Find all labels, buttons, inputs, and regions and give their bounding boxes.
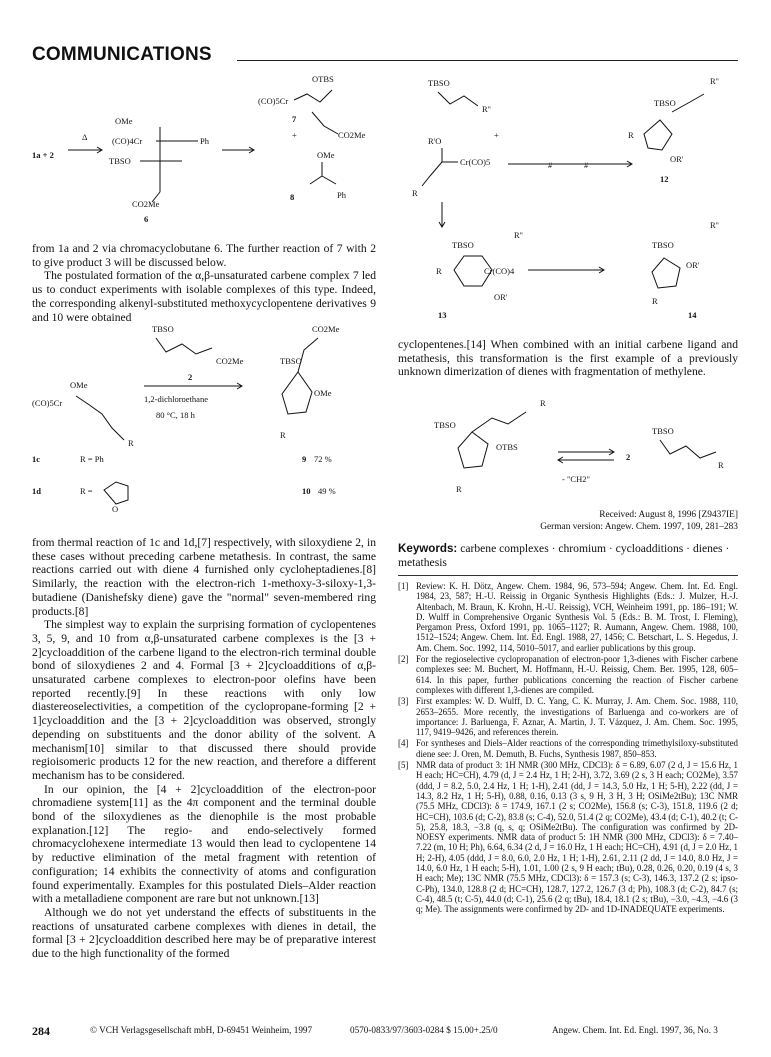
scheme-top-right (398, 72, 738, 322)
svg-text:Cr(CO)5: Cr(CO)5 (460, 157, 491, 167)
paragraph: cyclopentenes.[14] When combined with an initial carbene ligand and metathesis, this transformation is the first example of a previously unknown dimerization of dienes with fragmentation of methylene. (398, 338, 738, 379)
svg-text:(CO)4Cr: (CO)4Cr (112, 136, 143, 146)
page-footer (32, 1025, 738, 1039)
svg-text:TBSO: TBSO (652, 426, 674, 436)
section-title: COMMUNICATIONS (32, 44, 212, 65)
compound-14-label: 14 (688, 310, 697, 320)
references (398, 575, 738, 916)
compound-6-label: 6 (144, 214, 149, 224)
keywords-label: Keywords: (398, 542, 458, 555)
svg-text:R: R (540, 400, 546, 408)
svg-text:OMe: OMe (115, 116, 133, 126)
svg-text:R'': R'' (710, 220, 719, 230)
svg-text:- "CH2": - "CH2" (562, 474, 590, 484)
compound-7-label: 7 (292, 114, 297, 124)
svg-text:R: R (436, 266, 442, 276)
svg-text:R: R (456, 484, 462, 494)
svg-text:TBSO: TBSO (654, 98, 676, 108)
svg-text:+: + (494, 130, 499, 140)
header-rule (237, 60, 738, 61)
svg-text:O: O (112, 504, 119, 512)
paragraph: In our opinion, the [4 + 2]cycloaddition of the electron-poor chromadiene system[11] as the 4π component and the terminal double bond of the siloxydienes as the dienophile is the most probable explanation.[12] The regio- and endo-selectively formed chromacyclohexene intermediate 13 would then lead to cyclopentene 14 by reductive elimination of the metal fragment with retention of configuration; 14 exhibits the connectivity of atoms and configuration found experimentally. Examples for this postulated Diels–Alder reaction with a metalladiene component are rare but not unknown.[13] (32, 782, 376, 906)
svg-text:R: R (412, 188, 418, 198)
svg-text:CO2Me: CO2Me (338, 130, 366, 140)
svg-text:2: 2 (188, 372, 193, 382)
reference-item: [5] NMR data of product 3: 1H NMR (300 MHz, CDCl3): δ = 6.89, 6.07 (2 d, J = 15.6 Hz, 1 H each; HC=CH), 4.79 (d, J = 2.4 Hz, 1 H; 2-H), 3.72, 3.69 (2 s, 3 H each; CO2Me), 3.57 (ddd, J = 8.2, 5.0, 2.4 Hz, 1 H; 1-H), 2.41 (dd, J = 14.3, 5.0 Hz, 1 H; 5-H), 2.22 (dd, J = 14.3, 8.2 Hz, 1 H; 5-H), 0.88, 0.16, 0.13 (3 s, 9 H, 3 H, 3 H; OSiMe2tBu); 13C NMR (75.5 MHz, CDCl3): δ = 174.9, 167.1 (2 s; CO2Me), 156.8 (s; C-3), 151.8, 119.6 (2 d; HC=CH), 103.6 (d; C-2), 83.8 (s; C-4), 52.0, 51.4 (2 q; CO2Me), 43.4 (d; C-1), 40.2 (t; C-5), 25.8, 18.3, −3.8 (q, s, q; OSiMe2tBu). The configuration was confirmed by 2D-NOESY experiments. NMR data of product 5: 1H NMR (300 MHz, CDCl3): δ = 7.40–7.22 (m, 10 H; Ph), 6.64, 6.34 (2 d, J = 16.0 Hz, 1 H each; HC=CH), 4.91 (d, J = 2.0 Hz, 1 H; 2-H), 4.05 (ddd, J = 8.0, 6.0, 2.0 Hz, 1 H; 1-H), 2.61, 2.11 (2 dd, J = 14.0, 8.0 Hz, J = 14.0, 6.0 Hz, 1 H each; 5-H), 1.01, 1.00 (2 s, 9 H each; tBu), 0.28, 0.26, 0.20, 0.19 (4 s, 3 H each; Me); 13C NMR (75.5 MHz, CDCl3): δ = 157.3 (s; C-3), 146.3, 137.2 (2 s; ipso-C-Ph), 134.0, 128.8 (2 d; HC=CH), 128.7, 127.2, 126.7 (3 d; Ph), 108.3 (d; C-2), 84.7 (s; C-4), 48.5 (t; C-5), 44.0 (d; C-1), 25.6 (2 q; tBu), 18.4, 18.1 (2 s; tBu), −3.0, −4.3, −4.6 (3 q; Me). The assignments were confirmed by 2D- and 1D-INADEQUATE experiments. (398, 760, 738, 915)
left-column-main (32, 536, 376, 961)
svg-text:1d: 1d (32, 486, 41, 496)
svg-text:72 %: 72 % (314, 454, 332, 464)
svg-text:OTBS: OTBS (312, 74, 334, 84)
svg-text:R: R (652, 296, 658, 306)
article-code: 0570-0833/97/3603-0284 $ 15.00+.25/0 (350, 1025, 498, 1035)
svg-text:R: R (718, 460, 724, 470)
svg-text:OTBS: OTBS (496, 442, 518, 452)
svg-text:#: # (548, 160, 553, 170)
paragraph: The simplest way to explain the surprising formation of cyclopentenes 3, 5, 9, and 10 from α,β-unsaturated carbene complexes is the [3 + 2]cycloaddition of the carbene ligand to the electron-rich terminal double bond of siloxydienes 2 and 4. Formal [3 + 2]cycloadditions of α,β-unsaturated carbene complexes to electron-poor olefins have been reported recently.[9] In these reactions with only low diastereoselectivities, a competition of the cyclopropane-forming [2 + 1]cycloaddition and the [3 + 2]cycloaddition was observed, strongly depending on substituents and the donor ability of the solvent. A mechanism[10] similar to that discussed there should provide regioisomeric products 12 for the new reaction, and therefore a different mechanism has to be considered. (32, 618, 376, 782)
reference-item: [1] Review: K. H. Dötz, Angew. Chem. 1984, 96, 573–594; Angew. Chem. Int. Ed. Engl. 1984, 23, 587; H.-U. Reissig in Organic Synthesis Highlights (Eds.: J. Mulzer, H.-J. Altenbach, M. Braun, K. Krohn, H.-U. Reissig), VCH, Weinheim 1991, pp. 186–191; W. D. Wulff in Comprehensive Organic Synthesis Vol. 5 (Eds.: B. M. Trost, I. Fleming), Pergamon Press, Oxford 1991, pp. 1065–1127; R. Aumann, Angew. Chem. 1988, 100, 1512–1524; Angew. Chem. Int. Ed. Engl. 1988, 27, 1456; C. Betschart, L. S. Hegedus, J. Am. Chem. Soc. 1992, 114, 5010–5017, and earlier publications by this group. (398, 581, 738, 653)
svg-text:R =: R = (80, 486, 93, 496)
publisher: © VCH Verlagsgesellschaft mbH, D-69451 Weinheim, 1997 (90, 1025, 313, 1035)
reference-item: [4] For syntheses and Diels–Alder reactions of the corresponding trimethylsiloxy-substituted diene see: J. Oren, M. Demuth, B. Fuchs, Synthesis 1987, 850–853. (398, 738, 738, 759)
svg-text:Ph: Ph (337, 190, 346, 200)
svg-text:R: R (128, 438, 134, 448)
svg-text:9: 9 (302, 454, 307, 464)
svg-text:R: R (628, 130, 634, 140)
scheme-top-left (32, 72, 382, 224)
svg-text:OMe: OMe (314, 388, 332, 398)
svg-text:TBSO: TBSO (152, 324, 174, 334)
svg-text:80 °C, 18 h: 80 °C, 18 h (156, 410, 195, 420)
svg-text:R'': R'' (514, 230, 523, 240)
svg-text:1c: 1c (32, 454, 41, 464)
reference-item: [2] For the regioselective cyclopropanation of electron-poor 1,3-dienes with Fischer carbene complexes see: M. Buchert, M. Hoffmann, H.-U. Reissig, Chem. Ber. 1995, 128, 605–614. In this paper, further publications concerning the reaction of Fischer carbene complexes with different 1,3-dienes are compiled. (398, 654, 738, 695)
paragraph: Although we do not yet understand the effects of substituents in the reactions of unsaturated carbene complexes with dienes in detail, the formal [3 + 2]cycloaddition described here may be of preparative interest due to the high functionality of the formed (32, 905, 376, 961)
svg-text:(CO)5Cr: (CO)5Cr (258, 96, 289, 106)
svg-text:CO2Me: CO2Me (216, 356, 244, 366)
paragraph: The postulated formation of the α,β-unsaturated carbene complex 7 led us to conduct experiments with isolable complexes of this type. Indeed, the corresponding alkenyl-substituted methoxycyclopentene derivatives 9 and 10 were obtained (32, 269, 376, 324)
received-info: Received: August 8, 1996 [Z9437IE] German version: Angew. Chem. 1997, 109, 281–283 (540, 510, 738, 532)
svg-text:2: 2 (626, 452, 631, 462)
page-number: 284 (32, 1024, 50, 1038)
compound-8-label: 8 (290, 192, 295, 202)
compound-13-label: 13 (438, 310, 447, 320)
arrow-label: Δ (82, 132, 88, 142)
svg-text:(CO)5Cr: (CO)5Cr (32, 398, 63, 408)
reactants-label: 1a + 2 (32, 150, 54, 160)
svg-text:OMe: OMe (70, 380, 88, 390)
svg-text:TBSO: TBSO (434, 420, 456, 430)
svg-text:Ph: Ph (200, 136, 209, 146)
svg-text:R'': R'' (482, 104, 491, 114)
journal-citation: Angew. Chem. Int. Ed. Engl. 1997, 36, No. 3 (552, 1025, 718, 1035)
svg-text:TBSO: TBSO (652, 240, 674, 250)
compound-12-label: 12 (660, 174, 669, 184)
svg-text:10: 10 (302, 486, 311, 496)
reference-item: [3] First examples: W. D. Wulff, D. C. Yang, C. K. Murray, J. Am. Chem. Soc. 1988, 110, 2653–2655. More recently, the investigations of Barluenga and co-workers are of importance: J. Barluenga, F. Aznar, A. Martin, J. T. Vázquez, J. Am. Chem. Soc. 1995, 117, 9419–9426, and references therein. (398, 696, 738, 738)
svg-text:R'O: R'O (428, 136, 442, 146)
svg-text:TBSO: TBSO (452, 240, 474, 250)
svg-text:OR': OR' (670, 154, 684, 164)
left-column-top (32, 242, 376, 324)
paragraph: from thermal reaction of 1c and 1d,[7] respectively, with siloxydiene 2, in these cases without preceding carbene metathesis. In contrast, the same reactions carried out with diene 4 furnished only cycloheptadienes.[8] Similarly, the reaction with the electron-rich 1-methoxy-3-siloxy-1,3-butadiene (Danishefsky diene) gave the "normal" seven-membered ring products.[8] (32, 536, 376, 618)
page-header (32, 44, 738, 68)
svg-text:TBSO: TBSO (280, 356, 302, 366)
svg-text:49 %: 49 % (318, 486, 336, 496)
svg-text:1,2-dichloroethane: 1,2-dichloroethane (144, 394, 208, 404)
keywords-text: carbene complexes · chromium · cycloadditions · dienes · metathesis (398, 542, 730, 569)
svg-text:R'': R'' (710, 76, 719, 86)
scheme-mid-right (430, 400, 730, 500)
svg-text:OR': OR' (686, 260, 700, 270)
svg-text:TBSO: TBSO (428, 78, 450, 88)
svg-text:R: R (280, 430, 286, 440)
paragraph: from 1a and 2 via chromacyclobutane 6. The further reaction of 7 with 2 to give product 3 will be discussed below. (32, 242, 376, 269)
svg-text:#: # (584, 160, 589, 170)
svg-text:R = Ph: R = Ph (80, 454, 104, 464)
keywords (398, 542, 738, 569)
right-column-top (398, 338, 738, 379)
svg-text:OR': OR' (494, 292, 508, 302)
svg-text:OMe: OMe (317, 150, 335, 160)
svg-text:CO2Me: CO2Me (132, 199, 160, 209)
scheme-mid-left (32, 322, 382, 512)
svg-text:CO2Me: CO2Me (312, 324, 340, 334)
svg-text:Cr(CO)4: Cr(CO)4 (484, 266, 515, 276)
svg-text:TBSO: TBSO (109, 156, 131, 166)
svg-text:+: + (292, 130, 297, 140)
